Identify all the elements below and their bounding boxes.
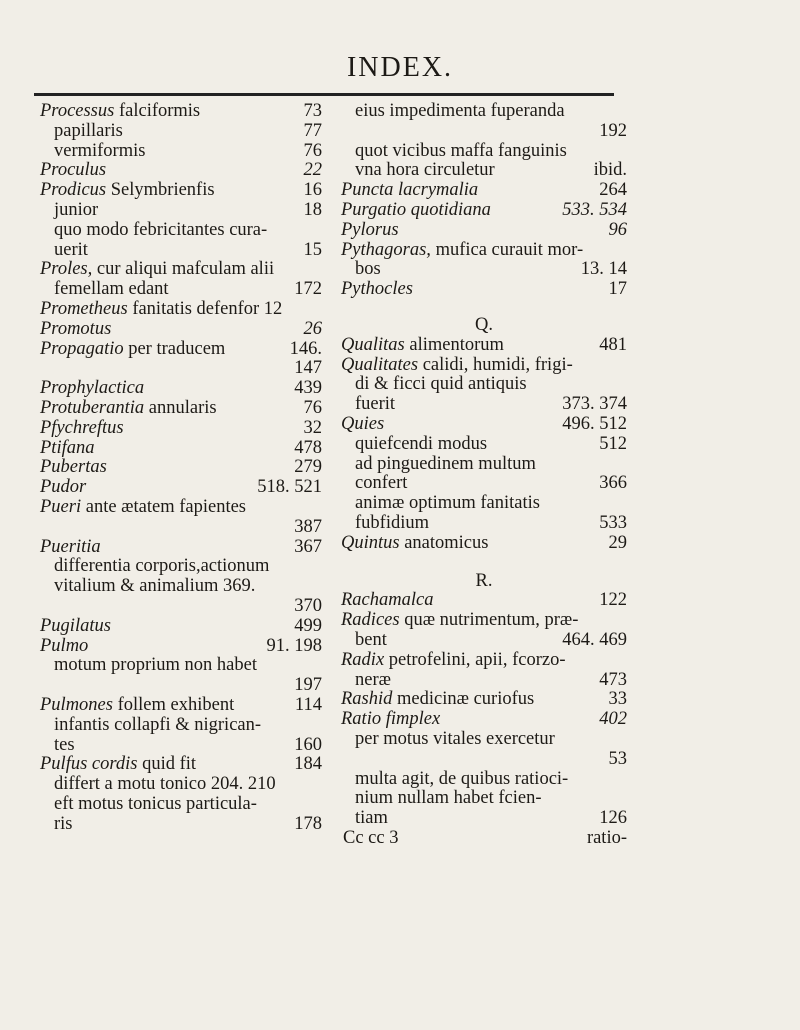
index-subentry-continuation: bos — [355, 259, 381, 280]
index-term: Pulmo — [40, 635, 89, 656]
index-subentry-continuation: uerit — [54, 239, 88, 260]
index-page-number: 146. — [289, 338, 322, 359]
index-page-number: 17 — [608, 279, 627, 300]
index-entry — [341, 809, 627, 829]
index-term: Rashid — [341, 689, 393, 710]
index-term: Proculus — [40, 160, 107, 181]
index-entry — [341, 651, 627, 671]
index-entry — [40, 557, 322, 577]
index-entry — [341, 415, 627, 435]
index-entry — [40, 439, 322, 459]
index-page-number: 76 — [303, 140, 322, 161]
index-entry — [40, 637, 322, 657]
index-entry — [40, 122, 322, 142]
index-page-number: 76 — [303, 397, 322, 418]
index-term: Pythocles — [341, 279, 413, 300]
index-page-number: 114 — [294, 694, 322, 715]
index-term-rest: falciformis — [114, 101, 201, 121]
index-term: Prophylactica — [40, 378, 145, 399]
index-entry — [341, 671, 627, 691]
index-entry — [341, 770, 627, 790]
index-subentry: junior — [54, 199, 99, 220]
index-entry — [40, 142, 322, 162]
index-entry — [341, 455, 627, 475]
index-term-rest: anatomicus — [399, 532, 489, 553]
index-entry — [40, 815, 322, 835]
index-page-number: 13. 14 — [580, 259, 627, 280]
index-term-rest: ante ætatem fapientes — [81, 496, 247, 517]
index-page-number: 518. 521 — [257, 477, 322, 498]
index-entry — [40, 716, 322, 736]
signature-mark: Cc cc 3 — [343, 827, 399, 848]
index-entry — [40, 161, 322, 181]
index-page-number: ibid. — [593, 160, 627, 181]
index-term-rest: fanitatis defenfor 12 — [127, 298, 283, 319]
index-page-number: 33 — [608, 689, 627, 710]
index-entry — [40, 320, 322, 340]
index-term: Purgatio quotidiana — [341, 199, 491, 220]
index-entry — [341, 435, 627, 455]
index-subentry-continuation: tiam — [355, 808, 388, 829]
index-page-number: 91. 198 — [266, 635, 322, 656]
index-page-number: 533 — [599, 512, 627, 533]
index-entry — [40, 617, 322, 637]
index-subentry: quo modo febricitantes cura- — [54, 219, 268, 240]
index-page-number: 366 — [599, 473, 627, 494]
index-entry — [341, 201, 627, 221]
index-term-rest: quid fit — [137, 754, 197, 775]
index-entry — [341, 730, 627, 750]
index-entry — [341, 690, 627, 710]
index-page-number: 18 — [303, 199, 322, 220]
index-term-rest: quæ nutrimentum, præ- — [399, 610, 579, 631]
index-subentry: eius impedimenta fuperanda — [355, 101, 565, 121]
index-column-right — [341, 102, 627, 849]
index-term-rest: alimentorum — [404, 334, 504, 355]
index-subentry: eft motus tonicus particula- — [54, 793, 257, 814]
index-page-number: 96 — [608, 219, 627, 240]
index-entry — [40, 419, 322, 439]
index-entry — [40, 102, 322, 122]
index-term-rest: follem exhibent — [112, 694, 235, 715]
index-entry — [341, 591, 627, 611]
index-entry — [40, 260, 322, 280]
index-page-number: 32 — [303, 417, 322, 438]
index-subentry: differentia corporis,actionum — [54, 556, 270, 577]
index-entry — [341, 102, 627, 122]
index-page-number: 147 — [294, 358, 322, 379]
index-page-number: 122 — [599, 590, 627, 611]
index-subentry-continuation: nium nullam habet fcien- — [355, 788, 542, 809]
index-entry — [40, 755, 322, 775]
index-entry — [40, 538, 322, 558]
index-entry — [40, 340, 322, 360]
index-term-rest: calidi, humidi, frigi- — [418, 354, 573, 375]
index-term: Promotus — [40, 318, 112, 339]
index-page-number: 478 — [294, 437, 322, 458]
index-entry — [341, 474, 627, 494]
index-page-number: 367 — [294, 536, 322, 557]
index-entry — [341, 395, 627, 415]
index-subentry: ad pinguedinem multum — [355, 453, 536, 474]
index-subentry: quiefcendi modus — [355, 433, 488, 454]
page-title: INDEX. — [346, 52, 454, 83]
index-term-rest: petrofelini, apii, fcorzo- — [384, 649, 566, 670]
index-entry — [40, 656, 322, 676]
index-subentry-continuation: bent — [355, 629, 387, 650]
index-subentry: vitalium & animalium 369. — [54, 576, 256, 597]
index-entry — [341, 631, 627, 651]
index-entry — [40, 181, 322, 201]
index-page-number: 264 — [599, 180, 627, 201]
index-subentry-continuation: fuerit — [355, 394, 396, 415]
index-page-number: 197 — [294, 675, 322, 696]
index-term-rest: cur aliqui mafculam alii — [92, 259, 275, 280]
index-term-rest: mufica curauit mor- — [430, 239, 584, 260]
index-entry — [341, 710, 627, 730]
index-term: Pylorus — [341, 219, 399, 240]
index-page-number: 16 — [303, 180, 322, 201]
index-page-number: 439 — [294, 378, 322, 399]
index-term: Ratio fimplex — [341, 709, 441, 730]
index-entry — [40, 300, 322, 320]
index-page-number: 499 — [294, 615, 322, 636]
index-term: Processus — [40, 101, 115, 121]
header-rule — [34, 93, 614, 96]
index-entry — [341, 221, 627, 241]
index-term: Prometheus — [40, 298, 128, 319]
letter-heading-r: R. — [475, 570, 493, 591]
index-term: Ptifana — [40, 437, 95, 458]
index-entry — [40, 201, 322, 221]
index-subentry: infantis collapfi & nigrican- — [54, 714, 262, 735]
index-page-number: 481 — [599, 334, 627, 355]
index-entry — [40, 280, 322, 300]
index-term: Pulmones — [40, 694, 113, 715]
index-page-number: 73 — [303, 101, 322, 121]
catchword: ratio- — [586, 827, 627, 848]
index-term: Qualitates — [341, 354, 419, 375]
index-entry — [40, 775, 322, 795]
index-term: Proles, — [40, 259, 93, 280]
index-subentry-continuation: fubfidium — [355, 512, 429, 533]
index-term: Pugilatus — [40, 615, 111, 636]
index-subentry: per motus vitales exercetur — [355, 728, 555, 749]
index-term: Pueri — [40, 496, 82, 517]
index-entry — [40, 795, 322, 815]
index-entry — [341, 142, 627, 162]
index-term: Pudor — [40, 477, 87, 498]
index-group-r — [341, 591, 627, 829]
index-term: Qualitas — [341, 334, 405, 355]
index-page-number: 496. 512 — [562, 413, 627, 434]
index-term: Radices — [341, 610, 400, 631]
index-subentry-continuation: neræ — [355, 669, 391, 690]
index-subentry: multa agit, de quibus ratioci- — [355, 768, 569, 789]
index-page-number: 172 — [294, 279, 322, 300]
index-term: Protuberantia — [40, 397, 145, 418]
index-page-number: 77 — [303, 120, 322, 141]
index-entry — [40, 399, 322, 419]
index-entry — [40, 379, 322, 399]
index-page-number: 184 — [294, 754, 322, 775]
index-page-number: 15 — [303, 239, 322, 260]
index-entry — [341, 260, 627, 280]
index-entry — [341, 241, 627, 261]
index-entry — [40, 458, 322, 478]
index-page-number: 192 — [599, 120, 627, 141]
index-term: Propagatio — [40, 338, 124, 359]
index-page-number: 126 — [599, 808, 627, 829]
index-entry — [341, 336, 627, 356]
index-entry — [40, 478, 322, 498]
index-page-number: 53 — [608, 748, 627, 769]
index-group-p — [341, 102, 627, 300]
index-subentry-continuation: tes — [54, 734, 75, 755]
index-subentry-continuation: di & ficci quid antiquis — [355, 374, 527, 395]
index-page-number: 402 — [599, 709, 627, 730]
index-page-number: 22 — [303, 160, 322, 181]
index-term-rest: medicinæ curiofus — [392, 689, 535, 710]
index-term: Pueritia — [40, 536, 101, 557]
index-entry — [40, 241, 322, 261]
index-column-left — [40, 102, 322, 834]
index-entry — [341, 534, 627, 554]
index-entry — [341, 280, 627, 300]
index-page-number: 26 — [303, 318, 322, 339]
index-entry — [341, 514, 627, 534]
index-entry — [341, 356, 627, 376]
index-term: Rachamalca — [341, 590, 434, 611]
index-entry — [341, 611, 627, 631]
signature-line — [341, 829, 627, 849]
index-term: Puncta lacrymalia — [341, 180, 479, 201]
index-term: Radix — [341, 649, 385, 670]
index-page-number: 387 — [294, 516, 322, 537]
index-page-number: 160 — [294, 734, 322, 755]
index-entry — [341, 375, 627, 395]
index-term: Pubertas — [40, 457, 107, 478]
index-page-number: 29 — [608, 532, 627, 553]
index-subentry: vna hora circuletur — [355, 160, 495, 181]
index-term: Pythagoras, — [341, 239, 431, 260]
index-page-number: 473 — [599, 669, 627, 690]
index-page-number: 533. 534 — [562, 199, 627, 220]
index-subentry-continuation: ris — [54, 813, 73, 834]
index-entry — [40, 577, 322, 597]
index-term-rest: per traducem — [123, 338, 226, 359]
index-subentry-continuation: confert — [355, 473, 408, 494]
index-page-number: 279 — [294, 457, 322, 478]
index-entry — [40, 696, 322, 716]
letter-heading-q: Q. — [475, 314, 493, 335]
index-entry — [341, 494, 627, 514]
index-entry — [341, 161, 627, 181]
index-page-number: 464. 469 — [562, 629, 627, 650]
index-term-rest: annularis — [144, 397, 217, 418]
index-term-rest: Selymbrienfis — [106, 180, 215, 201]
index-page-number: 512 — [599, 433, 627, 454]
index-term: Quintus — [341, 532, 400, 553]
index-subentry-continuation: femellam edant — [54, 279, 169, 300]
index-subentry: differt a motu tonico 204. 210 — [54, 774, 276, 795]
index-subentry: motum proprium non habet — [54, 655, 257, 676]
index-page-number: 373. 374 — [562, 394, 627, 415]
index-term: Pfychreftus — [40, 417, 124, 438]
index-term: Pulfus cordis — [40, 754, 138, 775]
index-entry — [40, 736, 322, 756]
index-group-q — [341, 336, 627, 554]
index-subentry: quot vicibus maffa fanguinis — [355, 140, 567, 161]
index-term: Quies — [341, 413, 385, 434]
index-entry — [341, 181, 627, 201]
index-subentry: papillaris — [54, 120, 123, 141]
index-entry — [40, 221, 322, 241]
index-entry — [341, 789, 627, 809]
index-page-number: 370 — [294, 595, 322, 616]
index-term: Prodicus — [40, 180, 107, 201]
index-page-number: 178 — [294, 813, 322, 834]
index-subentry: animæ optimum fanitatis — [355, 493, 540, 514]
index-subentry: vermiformis — [54, 140, 146, 161]
index-entry — [40, 498, 322, 518]
